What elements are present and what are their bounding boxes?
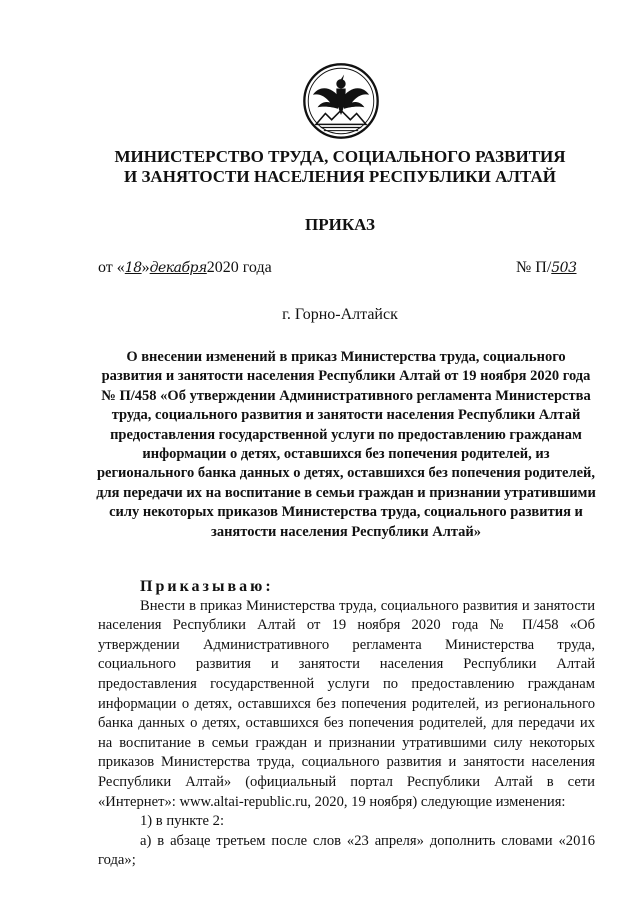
item-1a: а) в абзаце третьем после слов «23 апреля» дополнить словами «2016 года»;: [98, 832, 595, 869]
date-month: декабря: [149, 260, 207, 276]
order-subject: О внесении изменений в приказ Министерства труда, социального развития и занятости населения Республики Алтай от 19 ноября 2020 года № П/458 «Об утверждении Административного регламента Министерства труда, социального развития и занятости населения Республики Алтай предоставления государственной услуги по предоставлению гражданам информации о детях, оставшихся без попечения родителей, из регионального банка данных о детях, оставшихся без попечения родителей, для передачи их на воспитание в семьи граждан и признании утратившими силу некоторых приказов Министерства труда, социального развития и занятости населения Республики Алтай»: [96, 349, 596, 540]
order-date: [98, 259, 272, 277]
order-number: [516, 259, 577, 277]
city: г. Горно-Алтайск: [282, 306, 398, 323]
altai-griffin-emblem-icon: [302, 62, 380, 140]
ministry-name: [40, 147, 640, 187]
item-1: 1) в пункте 2:: [140, 813, 225, 830]
order-title: ПРИКАЗ: [305, 215, 375, 234]
ministry-line-1: МИНИСТЕРСТВО ТРУДА, СОЦИАЛЬНОГО РАЗВИТИЯ: [114, 147, 566, 166]
date-mid: »: [141, 259, 150, 276]
date-year: 2020 года: [206, 259, 272, 276]
date-prefix: от «: [98, 259, 125, 276]
number-prefix: № П/: [516, 259, 552, 276]
paragraph-1: Внести в приказ Министерства труда, социального развития и занятости населения Республики Алтай от 19 ноября 2020 года № П/458 «Об утверждении Административного регламента Министерства труда, социального развития и занятости населения Республики Алтай предоставления государственной услуги по предоставлению гражданам информации о детях, оставшихся без попечения родителей, из регионального банка данных о детях, оставшихся без попечения родителей, для передачи их на воспитание в семьи граждан и признании утратившими силу некоторых приказов Министерства труда, социального развития и занятости населения Республики Алтай» (официальный портал Республики Алтай в сети «Интернет»: www.altai-republic.ru, 2020, 19 ноября) следующие изменения:: [98, 597, 595, 810]
order-body: [98, 577, 595, 871]
date-day: 18: [124, 260, 142, 276]
prikazyvayu-heading: Приказываю:: [140, 578, 274, 595]
ministry-line-2: И ЗАНЯТОСТИ НАСЕЛЕНИЯ РЕСПУБЛИКИ АЛТАЙ: [123, 167, 557, 186]
number-value: 503: [551, 260, 577, 276]
